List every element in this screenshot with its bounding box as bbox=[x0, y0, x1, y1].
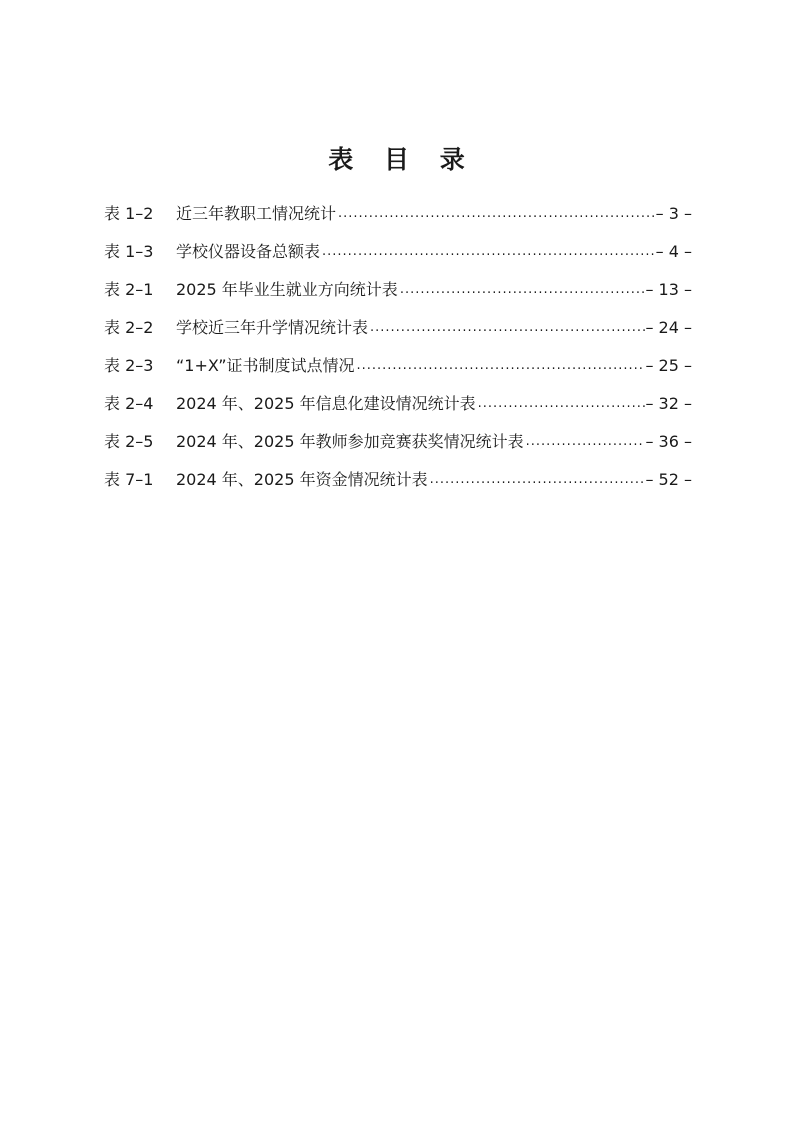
toc-entry[interactable] bbox=[104, 262, 692, 300]
toc-dot-leader bbox=[336, 204, 656, 224]
toc-entry-number: 表 2–3 bbox=[104, 356, 154, 375]
toc-entry-number: 表 2–5 bbox=[104, 432, 154, 451]
toc-entry-page: – 25 – bbox=[645, 356, 692, 375]
toc-entry-title: 2024 年、2025 年资金情况统计表 bbox=[176, 470, 428, 489]
toc-entry-number: 表 2–4 bbox=[104, 394, 154, 413]
toc-entry-number: 表 1–2 bbox=[104, 204, 154, 223]
toc-entry-page: – 24 – bbox=[645, 318, 692, 337]
toc-entry-title: 2025 年毕业生就业方向统计表 bbox=[176, 280, 398, 299]
toc-entry-page: – 32 – bbox=[645, 394, 692, 413]
toc-entry[interactable] bbox=[104, 338, 692, 376]
toc-entry-title: 2024 年、2025 年信息化建设情况统计表 bbox=[176, 394, 476, 413]
toc-entry-page: – 4 – bbox=[655, 242, 692, 261]
page-title: 表 目 录 bbox=[328, 145, 476, 174]
table-of-tables bbox=[104, 186, 692, 490]
toc-entry-number: 表 1–3 bbox=[104, 242, 154, 261]
toc-entry-title: 学校仪器设备总额表 bbox=[176, 242, 321, 261]
toc-dot-leader bbox=[428, 470, 646, 490]
toc-entry-title: 2024 年、2025 年教师参加竞赛获奖情况统计表 bbox=[176, 432, 524, 451]
toc-entry-title: “1+X”证书制度试点情况 bbox=[176, 356, 355, 375]
toc-entry[interactable] bbox=[104, 300, 692, 338]
toc-entry[interactable] bbox=[104, 376, 692, 414]
toc-entry-number: 表 7–1 bbox=[104, 470, 154, 489]
toc-entry-title: 学校近三年升学情况统计表 bbox=[176, 318, 369, 337]
toc-dot-leader bbox=[368, 318, 645, 338]
toc-entry-page: – 36 – bbox=[645, 432, 692, 451]
toc-dot-leader bbox=[524, 432, 646, 452]
toc-entry-number: 表 2–2 bbox=[104, 318, 154, 337]
toc-entry-title: 近三年教职工情况统计 bbox=[176, 204, 337, 223]
toc-entry-page: – 52 – bbox=[645, 470, 692, 489]
toc-entry-page: – 13 – bbox=[645, 280, 692, 299]
toc-entry-number: 表 2–1 bbox=[104, 280, 154, 299]
toc-entry[interactable] bbox=[104, 452, 692, 490]
toc-entry[interactable] bbox=[104, 224, 692, 262]
toc-dot-leader bbox=[398, 280, 646, 300]
toc-dot-leader bbox=[354, 356, 645, 376]
toc-entry[interactable] bbox=[104, 414, 692, 452]
toc-entry[interactable] bbox=[104, 186, 692, 224]
toc-dot-leader bbox=[476, 394, 646, 414]
toc-entry-page: – 3 – bbox=[655, 204, 692, 223]
toc-dot-leader bbox=[320, 242, 656, 262]
